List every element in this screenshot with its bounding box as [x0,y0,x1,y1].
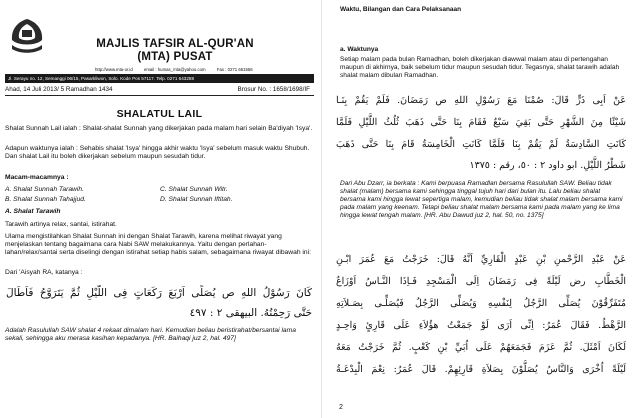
types-heading: Macam-macamnya : [5,174,69,181]
arabic-hadith-line: لَيْلَةً اُخْرَى وَالنَّاسُ يُصَلُّوْنَ بِصَلاَةِ قَارِئِهِمْ. قَالَ عُمَرُ: نِعْمَ الْبِدْعَـةُ [336,364,626,375]
right-heading: Waktu, Bilangan dan Cara Pelaksanaan [340,6,462,13]
right-subheading: a. Waktunya [340,46,379,53]
issue-date: Ahad, 14 Juli 2013/ 5 Ramadhan 1434 [5,86,113,93]
arabic-hadith-line: حَتَّى رَحِمْتُهُ. البيهقى ٢ : ٤٩٧ [189,307,312,319]
section-tarawih-heading: A. Shalat Tarawih [5,208,61,215]
page-number: 2 [339,404,343,411]
arabic-hadith-line: كَانَتِ السَّادِسَةُ لَمْ يَقُمْ بِنَا فَلَمَّا كَانَتِ الْخَامِسَةُ قَامَ بِنَا حَتَّى ذَهَبَ [336,139,626,150]
paragraph-abu-dzarr-translation: Dari Abu Dzarr, ia berkata : Kami berpuasa Ramadlan bersama Rasulullah SAW. Beliau tidak shalat (malam) bersama kami sehingga tinggal tujuh hari dari bulan itu. Lalu beliau shalat bersama kami hingga lewat sepertiga malam, kemudian beliau tidak shalat malam bersama kami pada malam yang keenam. Tetapi beliau shalat malam bersama kami pada malam yang ke lima hingga lewat tengah malam. [HR. Abu Dawud juz 2, hal. 50, no. 1375] [340,180,623,220]
paragraph-time: Adapun waktunya ialah : Sehabis shalat 'Isya' hingga akhir waktu 'Isya' sebelum masuk waktu Shubuh. Dan shalat Lail itu boleh dikerjakan sebelum maupun sesudah tidur. [5,145,310,161]
masthead-title-line2: (MTA) PUSAT [137,51,213,63]
paragraph-definition: Shalat Sunnah Lail ialah : Shalat-shalat Sunnah yang dikerjakan pada malam hari selain Ba'diyah 'Isya'. [5,125,313,132]
fax-text: Fax : 0271 661556 [216,67,253,72]
paragraph-translation: Adalah Rasulullah SAW shalat 4 rekaat dimalam hari. Kemudian beliau beristirahat/bersantai lama sekali, sehingga aku merasa kasihan kepadanya. [HR. Baihaqi juz 2, hal. 497] [5,327,296,343]
arabic-hadith-line: كَانَ رَسُوْلُ اللهِ ص يُصَلِّى اَرْبَعَ رَكَعَاتٍ فِى اللَّيْلِ ثُمَّ يَتَرَوَّحُ فَاَطَالَ [6,287,312,299]
arabic-hadith-line: عَنْ عَبْدِ الرَّحْمنِ بْنِ عَبْدٍ الْقَارِيِّ اَنَّهُ قَالَ: خَرَجْتُ مَعَ عُمَرَ ابْـنِ [336,254,626,265]
arabic-hadith-line: الْخَطَّابِ رض لَيْلَةً فِى رَمَضَانَ اِلَى الْمَسْجِدِ فَـاِذَا النَّـاسُ اَوْزَاعٌ [336,276,626,287]
article-title: SHALATUL LAIL [116,108,203,120]
paragraph-waktu: Setiap malam pada bulan Ramadhan, boleh dikerjakan diawwal malam atau di pertengahan maupun di akhirnya, baik sebelum tidur maupun sesudah tidur. Tegasnya, shalat tarawih adalah shalat malam dibulan Ramadhan. [340,56,620,80]
arabic-hadith-line: عَنْ اَبِى ذَرٍّ قَالَ: صُمْنَا مَعَ رَسُوْلِ اللهِ ص رَمَضَانَ. فَلَمْ يَقُمْ بِنَـا [336,95,626,106]
list-item: C. Shalat Sunnah Witr. [160,186,228,193]
masthead-title-line1: MAJLIS TAFSIR AL-QUR'AN [96,38,254,50]
arabic-hadith-line: مُتَفَرِّقُوْنَ يُصَلِّى الرَّجُلُ لِنَفْسِهِ وَيُصَلِّى الرَّجُلُ فَيُصَلِّـى بِصَـلاَتِهِ [336,298,626,309]
list-item: B. Shalat Sunnah Tahajjud. [5,196,86,203]
address-bar: Jl. Serayu no. 12, Semanggi 06/15, Pasarkliwon, Solo. Kode Pos 57117. Telp. 0271 643288 [5,74,314,83]
website-link[interactable]: http://www.mta-or.id [95,67,133,72]
arabic-hadith-line: شَطْرُ اللَّيْلِ. ابو داود ٢ : ٥٠، رقم : ١٣٧٥ [469,160,626,171]
paragraph-tarawih-explanation: Ulama mengistilahkan Shalat Sunnah ini dengan Shalat Tarawih, karena melihat riwayat yang menjelaskan tentang bagaimana cara Nabi SAW melakukannya. Yaitu dengan perlahan-lahan/relax/santai serta diselingi dengan istirahat setiap habis salam, sebagaimana riwayat dibawah ini: [5,233,311,257]
list-item: D. Shalat Sunnah Iftitah. [160,196,233,203]
arabic-hadith-line: الرَّهْطُ. فَقَالَ عُمَرُ: اِنِّى اَرَى لَوْ جَمَعْتُ هؤُلاَءِ عَلَى قَارِئٍ وَاحِـدٍ [336,320,626,331]
paragraph-tarawih-meaning: Tarawih artinya relax, santai, istirahat. [5,221,117,228]
list-item: A. Shalat Sunnah Tarawih. [5,186,84,193]
paragraph-narrator: Dari 'Aisyah RA, katanya : [5,269,83,276]
email-text: email : humas_mta@yahoo.com [143,67,206,72]
arabic-hadith-line: شَيْئًا مِنَ الشَّهْرِ حَتَّى بَقِيَ سَبْعٌ فَقَامَ بِنَا حَتَّى ذَهَبَ ثُلُثُ اللَّيْلِ فَلَمَّا [336,117,626,128]
issue-number: Brosur No. : 1658/1698/IF [237,86,310,93]
arabic-hadith-line: لَكَانَ اَمْثَلَ. ثُمَّ عَزَمَ فَجَمَعَهُمْ عَلَى اُبَيِّ بْنِ كَعْبٍ. ثُمَّ خَرَجْتُ مَعَهُ [336,342,626,353]
